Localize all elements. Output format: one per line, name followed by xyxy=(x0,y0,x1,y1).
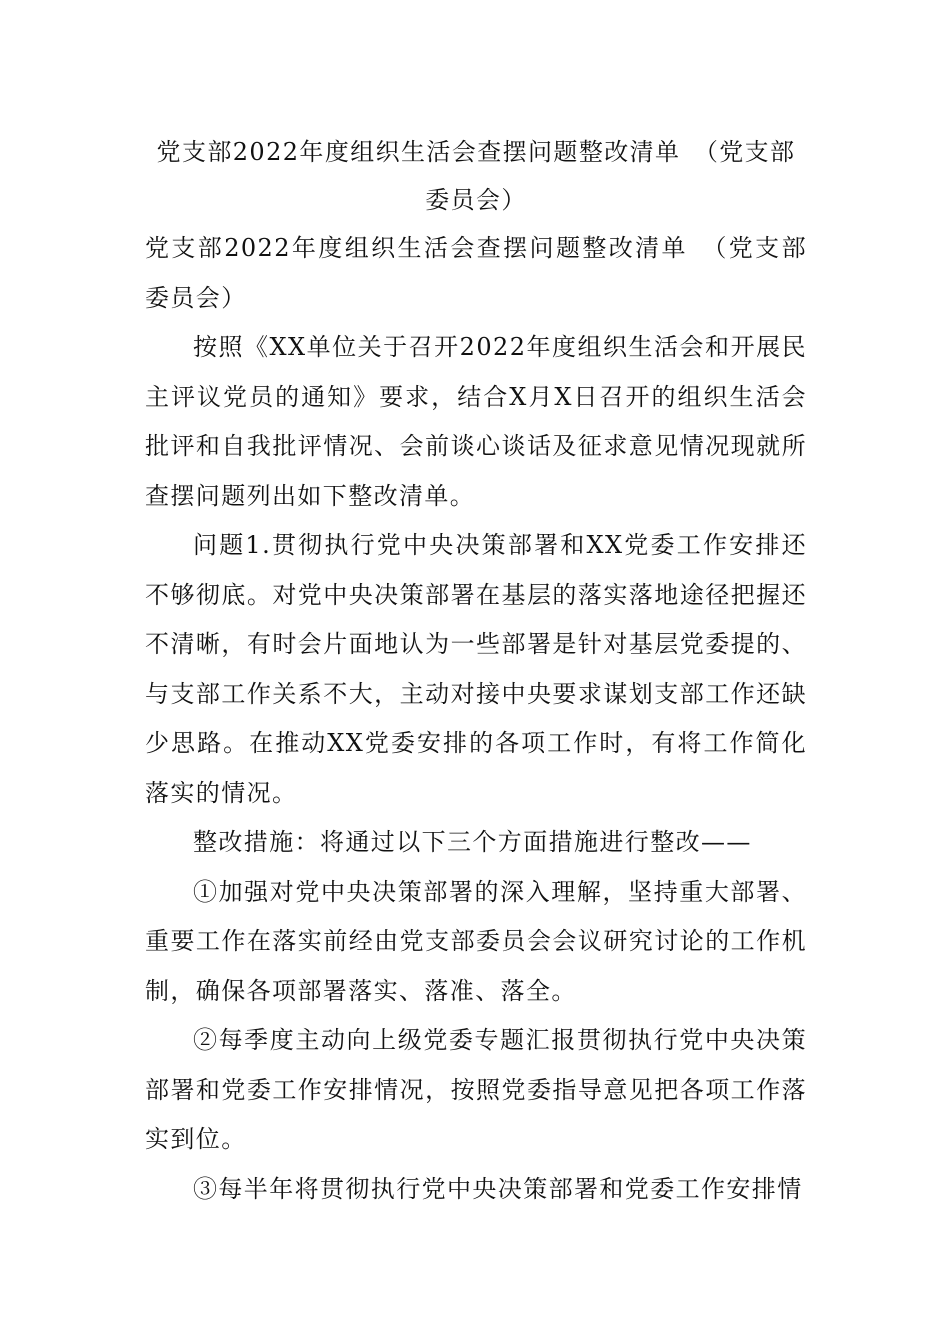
repeated-title-paragraph: 党支部2022年度组织生活会查摆问题整改清单 （党支部委员会） xyxy=(145,234,807,312)
document-page xyxy=(145,128,807,1214)
problem-1-paragraph: 问题1.贯彻执行党中央决策部署和XX党委工作安排还不够彻底。对党中央决策部署在基层的落实落地途径把握还不清晰，有时会片面地认为一些部署是针对基层党委提的、与支部工作关系不大，主动对接中央要求谋划支部工作还缺少思路。在推动XX党委安排的各项工作时，有将工作简化落实的情况。 xyxy=(145,531,807,807)
intro-paragraph: 按照《XX单位关于召开2022年度组织生活会和开展民主评议党员的通知》要求，结合X月X日召开的组织生活会批评和自我批评情况、会前谈心谈话及征求意见情况现就所查摆问题列出如下整改清单。 xyxy=(145,333,807,510)
document-title: 党支部2022年度组织生活会查摆问题整改清单 （党支部委员会） xyxy=(156,138,796,214)
measure-1-paragraph: ①加强对党中央决策部署的深入理解，坚持重大部署、重要工作在落实前经由党支部委员会会议研究讨论的工作机制，确保各项部署落实、落准、落全。 xyxy=(145,877,807,1005)
measures-heading-paragraph: 整改措施：将通过以下三个方面措施进行整改—— xyxy=(193,828,752,856)
measure-3-paragraph: ③每半年将贯彻执行党中央决策部署和党委工作安排情 xyxy=(193,1174,803,1203)
measure-2-paragraph: ②每季度主动向上级党委专题汇报贯彻执行党中央决策部署和党委工作安排情况，按照党委指导意见把各项工作落实到位。 xyxy=(145,1026,807,1153)
